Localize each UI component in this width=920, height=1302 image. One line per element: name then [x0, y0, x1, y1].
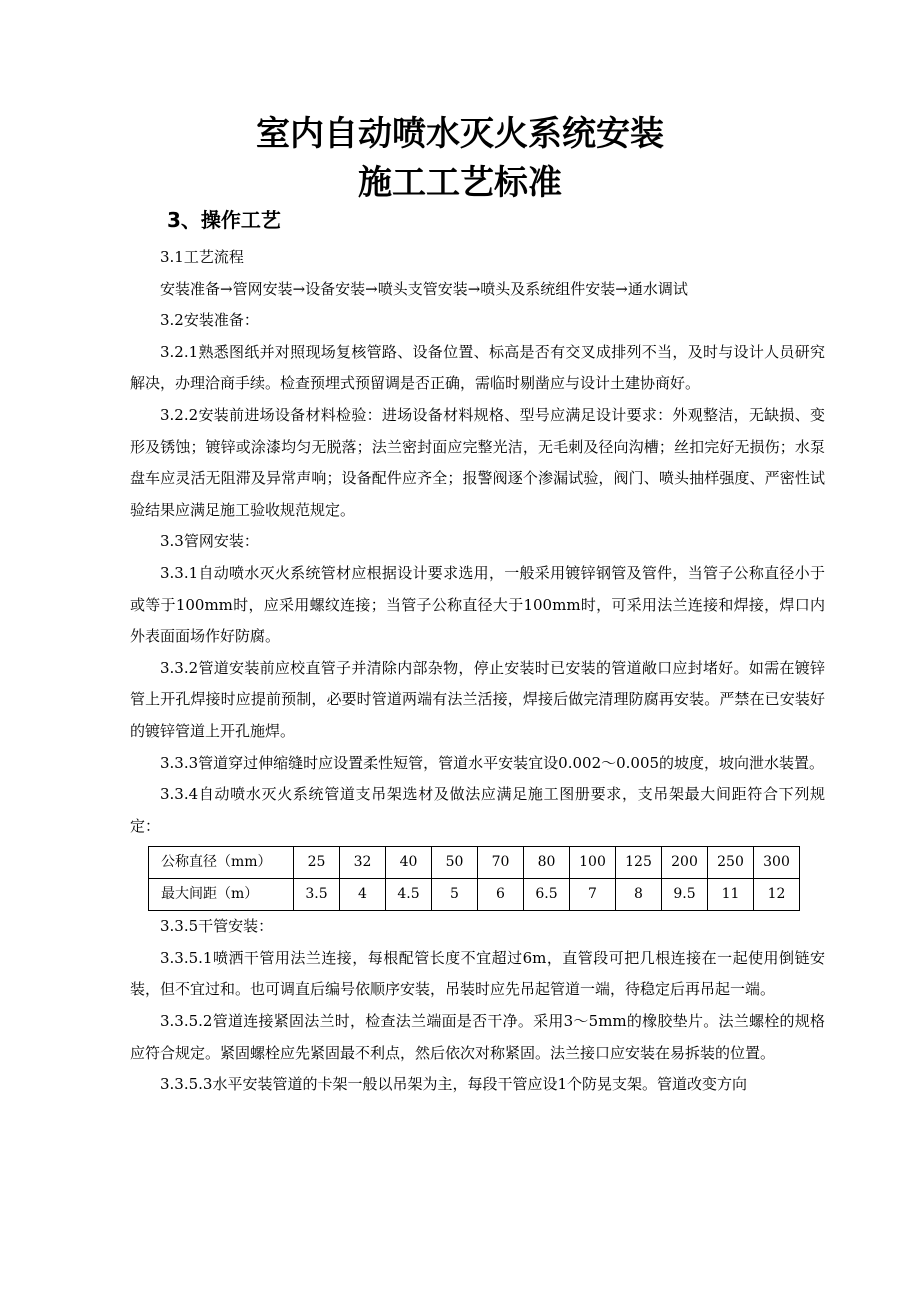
document-title-line2: 施工工艺标准	[358, 163, 562, 203]
paragraph: 3.3.2管道安装前应校直管子并清除内部杂物，停止安装时已安装的管道敞口应封堵好。如需在镀锌管上开孔焊接时应提前预制，必要时管道两端有法兰活接，焊接后做完清理防腐再安装。严禁在已安装好的镀锌管道上开孔施焊。	[130, 658, 825, 740]
paragraph: 3.2安装准备：	[160, 311, 259, 330]
table-row-label: 最大间距（m）	[149, 879, 294, 911]
paragraph: 3.3管网安装：	[160, 532, 259, 551]
table-cell: 200	[662, 847, 708, 879]
table-cell: 50	[432, 847, 478, 879]
paragraph: 3.3.4自动喷水灭火系统管道支吊架选材及做法应满足施工图册要求，支吊架最大间距符合下列规定：	[130, 785, 825, 835]
table-cell: 12	[754, 879, 800, 911]
paragraph: 3.3.3管道穿过伸缩缝时应设置柔性短管，管道水平安装宜设0.002～0.005的坡度，坡向泄水装置。	[160, 753, 825, 772]
table-row-label: 公称直径（mm）	[149, 847, 294, 879]
paragraph: 3.2.2安装前进场设备材料检验：进场设备材料规格、型号应满足设计要求：外观整洁，无缺损、变形及锈蚀；镀锌或涂漆均匀无脱落；法兰密封面应完整光洁，无毛刺及径向沟槽；丝扣完好无损伤；水泵盘车应灵活无阻滞及异常声响；设备配件应齐全；报警阀逐个渗漏试验，阀门、喷头抽样强度、严密性试验结果应满足施工验收规范规定。	[130, 405, 825, 519]
table-row	[149, 879, 800, 911]
paragraph: 3.3.5.1喷洒干管用法兰连接，每根配管长度不宜超过6m，直管段可把几根连接在一起使用倒链安装，但不宜过和。也可调直后编号依顺序安装，吊装时应先吊起管道一端，待稳定后再吊起一端。	[130, 948, 825, 999]
paragraph: 3.1工艺流程	[160, 248, 244, 266]
table-cell: 5	[432, 879, 478, 911]
table-cell: 80	[524, 847, 570, 879]
table-cell: 250	[708, 847, 754, 879]
table-cell: 4.5	[386, 879, 432, 911]
paragraph: 3.2.1熟悉图纸并对照现场复核管路、设备位置、标高是否有交叉成排列不当，及时与设计人员研究解决，办理洽商手续。检查预埋式预留调是否正确，需临时剔凿应与设计土建协商好。	[130, 342, 825, 393]
paragraph: 3.3.5.3水平安装管道的卡架一般以吊架为主，每段干管应设1个防晃支架。管道改变方向	[160, 1075, 748, 1094]
table-cell: 7	[570, 879, 616, 911]
table-cell: 8	[616, 879, 662, 911]
document-body	[130, 242, 825, 1101]
table-row	[149, 847, 800, 879]
table-cell: 32	[340, 847, 386, 879]
table-cell: 6.5	[524, 879, 570, 911]
document-title-line1: 室内自动喷水灭火系统安装	[256, 114, 664, 154]
table-cell: 125	[616, 847, 662, 879]
table-cell: 4	[340, 879, 386, 911]
table-cell: 9.5	[662, 879, 708, 911]
section-heading: 3、操作工艺	[167, 208, 281, 232]
table-cell: 3.5	[294, 879, 340, 911]
table-cell: 70	[478, 847, 524, 879]
paragraph: 3.3.5干管安装：	[160, 917, 274, 936]
table-cell: 6	[478, 879, 524, 911]
table-cell: 40	[386, 847, 432, 879]
pipe-support-spacing-table	[148, 846, 800, 911]
table-cell: 25	[294, 847, 340, 879]
table-cell: 300	[754, 847, 800, 879]
paragraph: 3.3.1自动喷水灭火系统管材应根据设计要求选用，一般采用镀锌钢管及管件，当管子公称直径小于或等于100mm时，应采用螺纹连接；当管子公称直径大于100mm时，可采用法兰连接和焊接，焊口内外表面面场作好防腐。	[130, 563, 825, 646]
table-cell: 11	[708, 879, 754, 911]
paragraph: 安装准备→管网安装→设备安装→喷头支管安装→喷头及系统组件安装→通水调试	[160, 279, 688, 298]
paragraph: 3.3.5.2管道连接紧固法兰时，检查法兰端面是否干净。采用3～5mm的橡胶垫片。法兰螺栓的规格应符合规定。紧固螺栓应先紧固最不利点，然后依次对称紧固。法兰接口应安装在易拆装的位置。	[130, 1012, 825, 1062]
table-cell: 100	[570, 847, 616, 879]
